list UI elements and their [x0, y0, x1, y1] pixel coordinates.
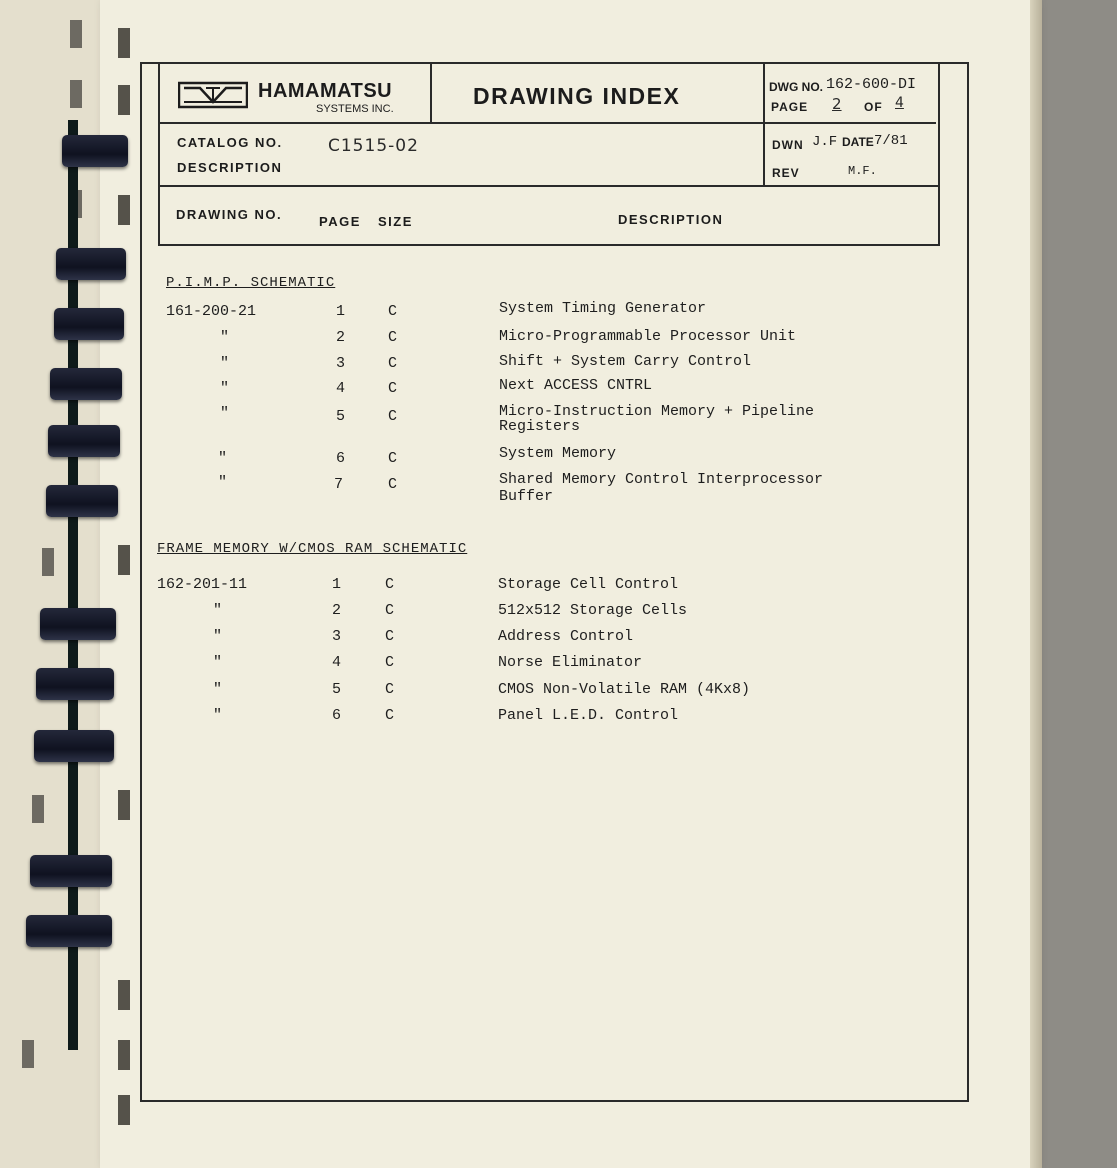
punch-hole [118, 1095, 130, 1125]
row-description: 512x512 Storage Cells [498, 602, 688, 619]
punch-hole [118, 28, 130, 58]
sheet-size: C [388, 408, 398, 425]
section-heading: FRAME MEMORY W/CMOS RAM SCHEMATIC [157, 541, 468, 557]
table-row [0, 576, 1117, 596]
punch-hole [32, 795, 44, 823]
sheet-size: C [385, 707, 395, 724]
table-row [0, 471, 1117, 514]
page-number: 6 [332, 707, 342, 724]
punch-hole [70, 80, 82, 108]
sheet-size: C [385, 602, 395, 619]
page-number: 2 [332, 602, 342, 619]
divider [430, 64, 432, 122]
page-label: PAGE [771, 100, 809, 114]
date-label: DATE [842, 135, 874, 149]
page-number: 2 [336, 329, 346, 346]
ditto-mark: " [218, 474, 228, 491]
punch-hole [70, 20, 82, 48]
table-row [0, 355, 1117, 375]
dwg-no-label: DWG NO. [769, 80, 823, 94]
binding-ring [62, 135, 128, 167]
sheet-size: C [388, 355, 398, 372]
section-heading: P.I.M.P. SCHEMATIC [166, 275, 336, 291]
table-row [0, 329, 1117, 349]
drawing-number: 162-201-11 [157, 576, 248, 593]
row-description-continued: Buffer [499, 488, 554, 505]
punch-hole [118, 1040, 130, 1070]
ditto-mark: " [220, 405, 230, 422]
table-row [0, 405, 1117, 445]
table-row [0, 707, 1117, 727]
page-value: 2 [832, 95, 842, 113]
date-value: 7/81 [874, 133, 908, 149]
company-subtitle: SYSTEMS INC. [316, 103, 394, 115]
hamamatsu-logo-icon [178, 80, 248, 110]
of-label: OF [864, 100, 883, 114]
table-row [0, 300, 1117, 323]
row-description: System Timing Generator [499, 300, 707, 317]
page-number: 1 [332, 576, 342, 593]
table-row [0, 681, 1117, 701]
ditto-mark: " [220, 355, 230, 372]
binding-ring [56, 248, 126, 280]
divider [763, 122, 936, 124]
page-number: 1 [336, 303, 346, 320]
sheet-size: C [385, 681, 395, 698]
divider [763, 64, 765, 186]
sheet-size: C [385, 654, 395, 671]
table-row [0, 654, 1117, 674]
page-number: 7 [334, 476, 344, 493]
row-description: CMOS Non-Volatile RAM (4Kx8) [498, 681, 751, 698]
divider [158, 122, 765, 124]
page-number: 6 [336, 450, 346, 467]
column-size: SIZE [378, 214, 413, 229]
document-title: DRAWING INDEX [473, 83, 681, 109]
row-description: Panel L.E.D. Control [498, 707, 679, 724]
column-page: PAGE [319, 214, 361, 229]
row-description: Storage Cell Control [498, 576, 679, 593]
page-number: 4 [332, 654, 342, 671]
dwg-no-value: 162-600-DI [826, 76, 917, 93]
drawing-number: 161-200-21 [166, 303, 257, 320]
row-description: Micro-Programmable Processor Unit [499, 328, 797, 345]
sheet-size: C [385, 576, 395, 593]
rev-value: M.F. [848, 164, 877, 178]
sheet-size: C [388, 329, 398, 346]
column-description: DESCRIPTION [618, 212, 724, 227]
page-number: 3 [336, 355, 346, 372]
row-description: Next ACCESS CNTRL [499, 377, 653, 394]
row-description: Shared Memory Control Interprocessor [499, 471, 824, 488]
page-number: 5 [336, 408, 346, 425]
table-row [0, 602, 1117, 622]
catalog-label: CATALOG NO. [177, 135, 283, 150]
ditto-mark: " [218, 450, 228, 467]
sheet-size: C [385, 628, 395, 645]
punch-hole [22, 1040, 34, 1068]
page-number: 3 [332, 628, 342, 645]
sheet-size: C [388, 303, 398, 320]
binding-ring [34, 730, 114, 762]
sheet-size: C [388, 380, 398, 397]
binding-ring [30, 855, 112, 887]
sheet-size: C [388, 450, 398, 467]
punch-hole [118, 980, 130, 1010]
row-description: System Memory [499, 445, 617, 462]
dwn-label: DWN [772, 138, 804, 152]
ditto-mark: " [220, 380, 230, 397]
ditto-mark: " [220, 329, 230, 346]
table-row [0, 377, 1117, 400]
catalog-value: C1515-02 [328, 136, 419, 156]
rev-label: REV [772, 166, 800, 180]
ditto-mark: " [213, 681, 223, 698]
punch-hole [118, 790, 130, 820]
ditto-mark: " [213, 707, 223, 724]
ditto-mark: " [213, 654, 223, 671]
row-description: Shift + System Carry Control [499, 353, 752, 370]
ditto-mark: " [213, 602, 223, 619]
ditto-mark: " [213, 628, 223, 645]
page-number: 5 [332, 681, 342, 698]
row-description: Address Control [498, 628, 634, 645]
binding-ring [26, 915, 112, 947]
punch-hole [118, 85, 130, 115]
punch-hole [118, 195, 130, 225]
punch-hole [118, 545, 130, 575]
dwn-value: J.F [812, 134, 838, 150]
row-description: Norse Eliminator [498, 654, 643, 671]
description-label: DESCRIPTION [177, 160, 283, 175]
column-drawing-no: DRAWING NO. [176, 207, 283, 222]
of-value: 4 [895, 95, 904, 111]
company-name: HAMAMATSU [258, 80, 393, 102]
row-description-continued: Registers [499, 418, 581, 435]
table-row [0, 445, 1117, 470]
divider [158, 185, 938, 187]
sheet-size: C [388, 476, 398, 493]
punch-hole [42, 548, 54, 576]
table-row [0, 628, 1117, 648]
row-description: Micro-Instruction Memory + Pipeline [499, 403, 815, 420]
page-number: 4 [336, 380, 346, 397]
